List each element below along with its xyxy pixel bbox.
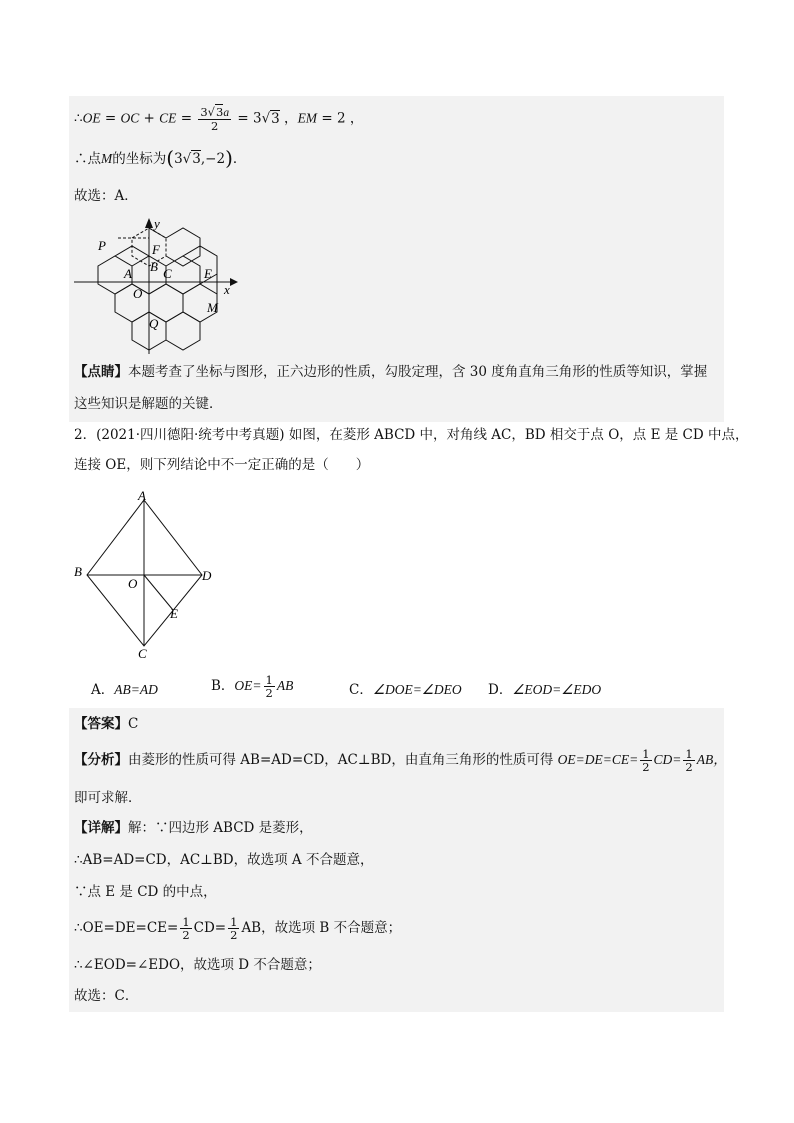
comment-line-1: 【点睛】本题考查了坐标与图形，正六边形的性质，勾股定理，含 30 度角直角三角形的性质等知识，掌握 xyxy=(74,364,708,380)
detail-line-2: ∴AB=AD=CD，AC⊥BD，故选项 A 不合题意， xyxy=(74,852,374,868)
midpoint-e-label: E xyxy=(170,606,178,621)
axis-x-label: x xyxy=(224,282,230,297)
point-e-label: E xyxy=(204,266,212,281)
oe-calculation-line: ∴OE = OC + CE = $\frac{3√3a}{2}$ = 3√3 ，EM = 2 ， xyxy=(74,105,364,133)
detail-line-1: 【详解】解：∵四边形 ABCD 是菱形， xyxy=(74,820,313,836)
detail-line-4: ∴OE=DE=CE= $\frac{1}{2}$ CD= $\frac{1}{2}$ AB，故选项 B 不合题意； xyxy=(74,915,402,942)
question2-line-2: 连接 OE，则下列结论中不一定正确的是（ ） xyxy=(74,457,370,473)
option-b[interactable]: B．OE= $\frac{1}{2}$ AB xyxy=(211,673,294,700)
vertex-c-label: C xyxy=(138,646,147,661)
m-coordinate-line: ∴点M的坐标为(3√3,−2)． xyxy=(74,146,247,170)
fraction-3root3a-over-2: $\frac{3√3a}{2}$ xyxy=(200,105,230,133)
answer-line: 【答案】C xyxy=(74,716,139,732)
point-m-label: M xyxy=(207,300,218,315)
point-f-label: F xyxy=(152,242,160,257)
vertex-d-label: D xyxy=(202,568,212,583)
rhombus-figure xyxy=(70,488,220,663)
point-a-label: A xyxy=(124,266,132,281)
question2-line-1: 2．(2021·四川德阳·统考中考真题) 如图，在菱形 ABCD 中，对角线 AC，BD 相交于点 O，点 E 是 CD 中点， xyxy=(74,427,749,443)
comment-line-2: 这些知识是解题的关键． xyxy=(74,396,223,412)
point-q-label: Q xyxy=(149,316,159,331)
axis-y-label: y xyxy=(154,216,160,231)
detail-line-5: ∴∠EOD=∠EDO，故选项 D 不合题意； xyxy=(74,957,321,973)
point-p-label: P xyxy=(98,238,106,253)
analysis-line-1: 【分析】由菱形的性质可得 AB=AD=CD，AC⊥BD，由直角三角形的性质可得 OE=DE=CE= $\frac{1}{2}$ CD= $\frac{1}{2}$ AB， xyxy=(74,747,727,774)
detail-line-3: ∵点 E 是 CD 的中点， xyxy=(74,884,217,900)
option-a[interactable]: A．AB=AD xyxy=(91,682,158,698)
origin-o-label: O xyxy=(133,286,143,301)
analysis-line-2: 即可求解． xyxy=(74,790,142,806)
point-c-label: C xyxy=(163,266,172,281)
detail-line-6: 故选：C． xyxy=(74,988,139,1004)
vertex-b-label: B xyxy=(74,564,82,579)
answer-a-line: 故选：A． xyxy=(74,188,138,204)
option-d[interactable]: D．∠EOD=∠EDO xyxy=(488,682,602,698)
option-c[interactable]: C．∠DOE=∠DEO xyxy=(349,682,462,698)
point-b-label: B xyxy=(150,259,158,274)
hexagon-coordinate-figure xyxy=(70,216,240,356)
vertex-a-label: A xyxy=(138,488,146,503)
center-o-label: O xyxy=(128,576,138,591)
